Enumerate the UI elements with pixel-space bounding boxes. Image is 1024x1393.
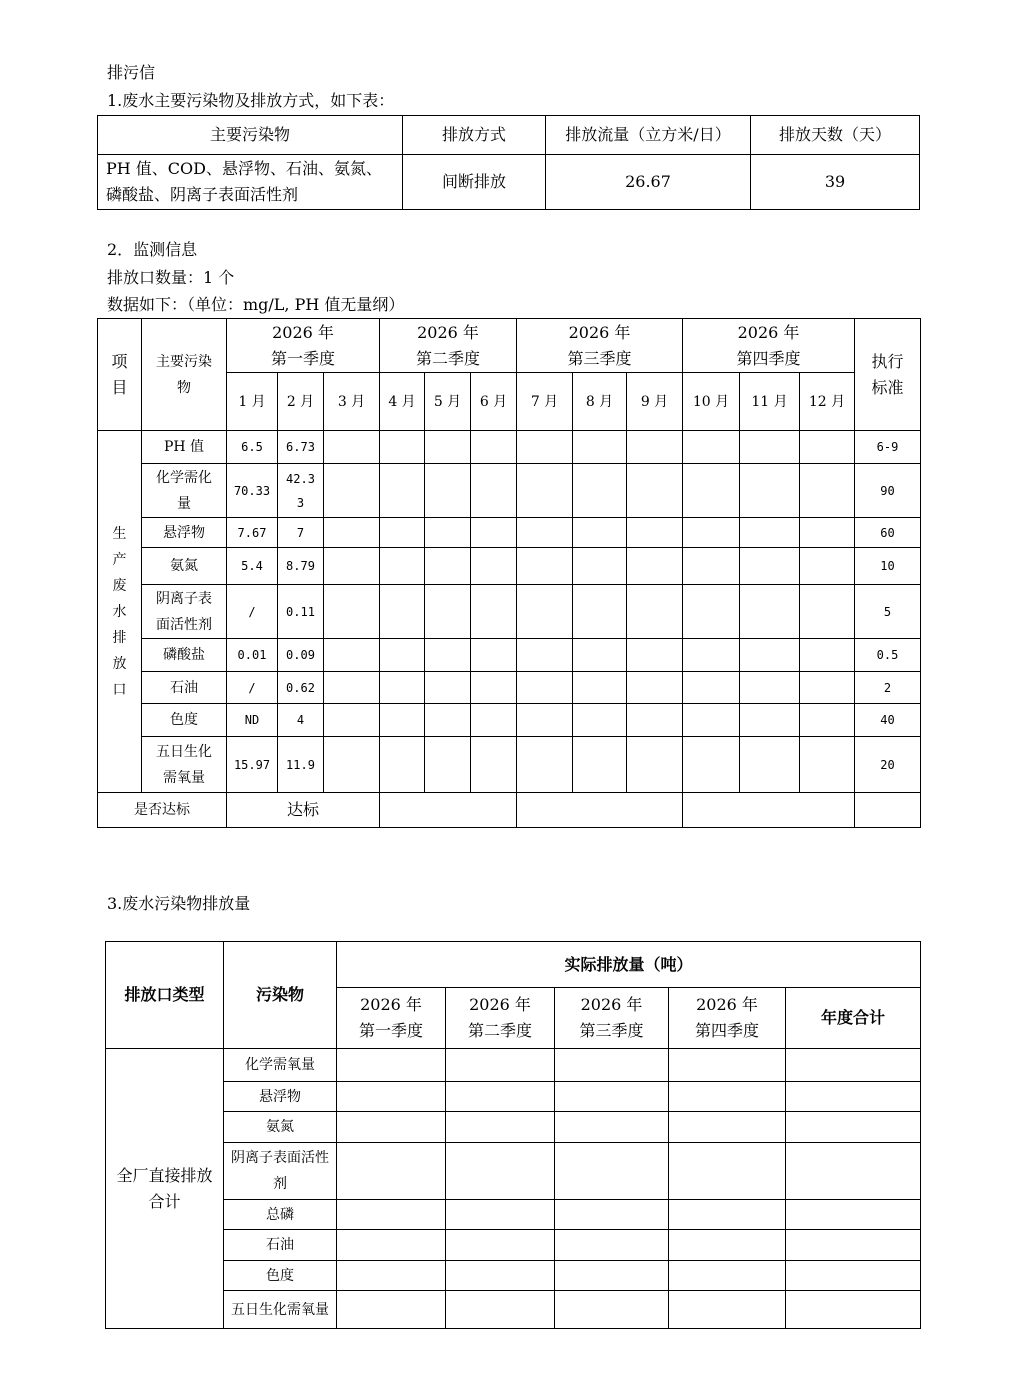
pollutant-name: 总磷 <box>224 1200 337 1230</box>
standard-value: 6-9 <box>855 431 921 464</box>
outlet-label: 生 产 废 水 排 放 口 <box>98 431 142 793</box>
monitoring-table <box>97 318 921 828</box>
quarter-4-header: 2026 年 第四季度 <box>683 319 855 373</box>
month-7: 7 月 <box>517 373 573 431</box>
month-11: 11 月 <box>740 373 800 431</box>
col-outlet-type: 排放口类型 <box>106 942 224 1049</box>
value-month-1: 7.67 <box>227 518 278 548</box>
quarter-3-header: 2026 年 第三季度 <box>555 988 669 1049</box>
compliance-q4 <box>683 793 855 828</box>
quarter-2-header: 2026 年 第二季度 <box>446 988 555 1049</box>
pollutant-method-table <box>97 115 920 210</box>
emission-table <box>105 941 921 1329</box>
value-month-1: 0.01 <box>227 639 278 672</box>
value-month-2: 8.79 <box>278 548 324 585</box>
quarter-1-header: 2026 年 第一季度 <box>337 988 446 1049</box>
value-month-1: ND <box>227 704 278 737</box>
value-month-1: 5.4 <box>227 548 278 585</box>
pollutant-name: 氨氮 <box>142 548 227 585</box>
value-month-2: 11.9 <box>278 737 324 793</box>
pollutant-name: 悬浮物 <box>224 1082 337 1112</box>
standard-value: 60 <box>855 518 921 548</box>
pollutant-name: 色度 <box>224 1261 337 1291</box>
pollutant-name: 氨氮 <box>224 1112 337 1143</box>
standard-value: 2 <box>855 672 921 704</box>
days-cell: 39 <box>751 155 920 210</box>
value-month-2: 4 <box>278 704 324 737</box>
compliance-q1: 达标 <box>227 793 380 828</box>
data-note: 数据如下：（单位：mg/L, PH 值无量纲） <box>107 295 405 314</box>
pollutant-name: 阴离子表 面活性剂 <box>142 585 227 639</box>
pollutant-name: 磷酸盐 <box>142 639 227 672</box>
pollutant-name: 化学需化 量 <box>142 464 227 518</box>
header-method: 排放方式 <box>403 116 546 155</box>
standard-value: 20 <box>855 737 921 793</box>
compliance-standard <box>855 793 921 828</box>
col-actual-emission: 实际排放量（吨） <box>337 942 921 988</box>
value-month-1: 15.97 <box>227 737 278 793</box>
col-item: 项 目 <box>98 319 142 431</box>
standard-value: 10 <box>855 548 921 585</box>
value-month-2: 0.09 <box>278 639 324 672</box>
pollutant-name: 悬浮物 <box>142 518 227 548</box>
value-month-1: / <box>227 672 278 704</box>
quarter-1-header: 2026 年 第一季度 <box>227 319 380 373</box>
standard-value: 0.5 <box>855 639 921 672</box>
value-month-1: 70.33 <box>227 464 278 518</box>
header-pollutants: 主要污染物 <box>98 116 403 155</box>
value-month-2: 7 <box>278 518 324 548</box>
col-pollutant: 污染物 <box>224 942 337 1049</box>
pollutants-cell: PH 值、COD、悬浮物、石油、氨氮、 磷酸盐、阴离子表面活性剂 <box>98 155 403 210</box>
value-month-2: 0.11 <box>278 585 324 639</box>
month-10: 10 月 <box>683 373 740 431</box>
compliance-q3 <box>517 793 683 828</box>
month-9: 9 月 <box>627 373 683 431</box>
page-title: 排污信 <box>107 63 156 82</box>
quarter-4-header: 2026 年 第四季度 <box>669 988 786 1049</box>
col-annual-total: 年度合计 <box>786 988 921 1049</box>
month-6: 6 月 <box>471 373 517 431</box>
section3-heading: 3.废水污染物排放量 <box>107 894 251 913</box>
pollutant-name: 色度 <box>142 704 227 737</box>
pollutant-name: PH 值 <box>142 431 227 464</box>
section1-heading: 1.废水主要污染物及排放方式，如下表： <box>107 91 395 110</box>
outlet-type-cell: 全厂直接排放 合计 <box>106 1049 224 1329</box>
pollutant-name: 石油 <box>142 672 227 704</box>
month-1: 1 月 <box>227 373 278 431</box>
standard-value: 90 <box>855 464 921 518</box>
value-month-1: 6.5 <box>227 431 278 464</box>
pollutant-name: 石油 <box>224 1230 337 1261</box>
month-2: 2 月 <box>278 373 324 431</box>
header-days: 排放天数（天） <box>751 116 920 155</box>
section2-heading: 2．监测信息 <box>107 240 198 259</box>
value-month-2: 42.3 3 <box>278 464 324 518</box>
header-flow: 排放流量（立方米/日） <box>546 116 751 155</box>
pollutant-name: 五日生化需氧量 <box>224 1291 337 1329</box>
month-8: 8 月 <box>573 373 627 431</box>
method-cell: 间断排放 <box>403 155 546 210</box>
pollutant-name: 化学需氧量 <box>224 1049 337 1082</box>
value-month-2: 0.62 <box>278 672 324 704</box>
month-5: 5 月 <box>425 373 471 431</box>
month-4: 4 月 <box>380 373 425 431</box>
pollutant-name: 阴离子表面活性 剂 <box>224 1143 337 1200</box>
month-12: 12 月 <box>800 373 855 431</box>
value-month-2: 6.73 <box>278 431 324 464</box>
compliance-q2 <box>380 793 517 828</box>
outlet-count: 排放口数量：1 个 <box>107 268 235 287</box>
quarter-3-header: 2026 年 第三季度 <box>517 319 683 373</box>
col-standard: 执行 标准 <box>855 319 921 431</box>
standard-value: 5 <box>855 585 921 639</box>
quarter-2-header: 2026 年 第二季度 <box>380 319 517 373</box>
compliance-label: 是否达标 <box>98 793 227 828</box>
col-pollutant: 主要污染 物 <box>142 319 227 431</box>
month-3: 3 月 <box>324 373 380 431</box>
pollutant-name: 五日生化 需氧量 <box>142 737 227 793</box>
flow-cell: 26.67 <box>546 155 751 210</box>
standard-value: 40 <box>855 704 921 737</box>
value-month-1: / <box>227 585 278 639</box>
